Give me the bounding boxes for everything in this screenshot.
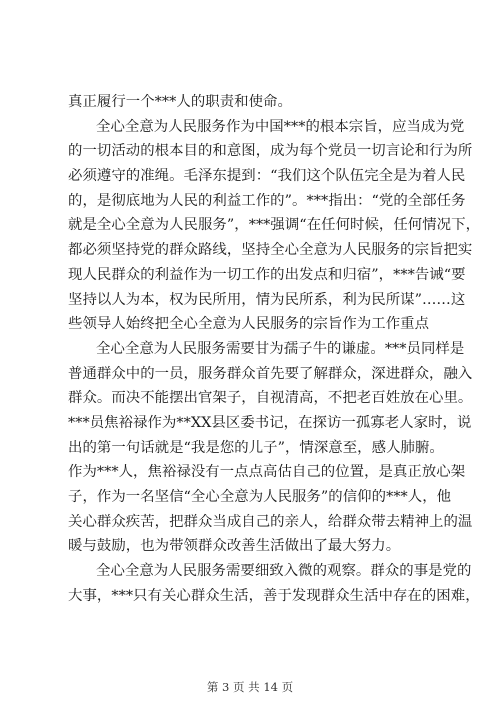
text-line: 子，作为一名坚信“全心全意为人民服务”的信仰的***人，他	[68, 489, 452, 505]
text-line: 大事，***只有关心群众生活，善于发现群众生活中存在的困难，	[68, 587, 480, 604]
text-line: 些领导人始终把全心全意为人民服务的宗旨作为工作重点	[68, 316, 430, 333]
paragraph	[68, 115, 481, 337]
text-line: 真正履行一个***人的职责和使命。	[68, 94, 292, 110]
text-line: 现人民群众的利益作为一切工作的出发点和归宿”，***告诫“要	[68, 266, 466, 283]
text-line: 就是全心全意为人民服务”，***强调“在任何时候，任何情况下，	[68, 217, 481, 234]
paragraph	[68, 337, 473, 559]
text-line: 全心全意为人民服务需要细致入微的观察。群众的事是党的	[96, 563, 472, 580]
text-line: 的一切活动的根本目的和意图，成为每个党员一切言论和行为所	[68, 143, 473, 160]
text-line: 普通群众中的一员，服务群众首先要了解群众，深进群众，融入	[68, 365, 473, 382]
text-line: 出的第一句话就是“我是您的儿子”，情深意至，感人肺腑。	[68, 439, 444, 456]
page-footer: 第 3 页 共 14 页	[206, 680, 294, 694]
document-body	[68, 90, 481, 608]
paragraph	[68, 559, 480, 608]
text-line: 坚持以人为本，权为民所用，情为民所系，利为民所谋”……这	[68, 291, 466, 308]
text-line: 关心群众疾苦，把群众当成自己的亲人，给群众带去精神上的温	[68, 513, 473, 530]
text-line: 暖与鼓励，也为带领群众改善生活做出了最大努力。	[68, 538, 401, 555]
text-line: 的，是彻底地为人民的利益工作的”。***指出：“党的全部任务	[68, 192, 466, 209]
text-line: 都必须坚持党的群众路线，坚持全心全意为人民服务的宗旨把实	[68, 242, 473, 259]
text-line: 必须遵守的准绳。毛泽东提到：“我们这个队伍完全是为着人民	[68, 168, 466, 185]
paragraph	[68, 90, 440, 115]
text-line: ***员焦裕禄作为**XX县区委书记，在探访一孤寡老人家时，说	[68, 414, 472, 431]
text-line: 作为***人，焦裕禄没有一点点高估自己的位置，是真正放心架	[68, 464, 466, 481]
text-line: 全心全意为人民服务作为中国***的根本宗旨，应当成为党	[96, 118, 465, 135]
text-line: 群众。而决不能摆出官架子，自视清高，不把老百姓放在心里。	[68, 390, 473, 407]
text-line: 全心全意为人民服务需要甘为孺子牛的谦虚。***员同样是	[96, 340, 465, 357]
